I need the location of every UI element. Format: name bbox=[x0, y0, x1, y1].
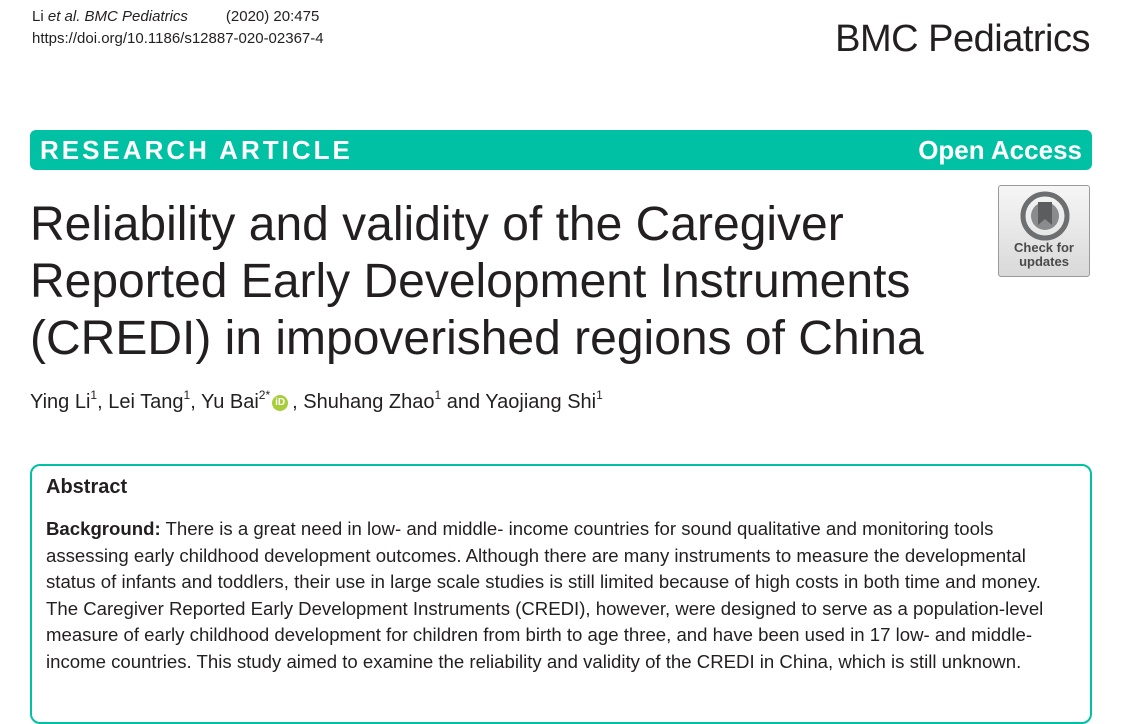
doi-link[interactable]: https://doi.org/10.1186/s12887-020-02367-4 bbox=[32, 30, 324, 47]
citation-journal: et al. BMC Pediatrics bbox=[47, 8, 188, 25]
article-type-banner bbox=[30, 130, 1092, 170]
check-for-updates-icon bbox=[1020, 191, 1070, 241]
check-for-updates-label: Check for updates bbox=[1014, 240, 1074, 269]
article-type: RESEARCH ARTICLE bbox=[40, 135, 353, 165]
abstract-box bbox=[30, 464, 1092, 724]
citation-line bbox=[32, 6, 324, 28]
orcid-icon[interactable]: iD bbox=[272, 395, 288, 411]
citation-volume: (2020) 20:475 bbox=[225, 8, 320, 25]
abstract-heading: Abstract bbox=[46, 476, 128, 498]
author-name[interactable]: Lei Tang bbox=[108, 391, 184, 413]
author-name[interactable]: Yu Bai bbox=[200, 391, 259, 413]
journal-brand[interactable]: BMC Pediatrics bbox=[835, 18, 1090, 60]
author-name[interactable]: Yaojiang Shi bbox=[485, 391, 597, 413]
author-list: Ying Li$^1$, Lei Tang$^1$, Yu Bai$^{2*}$iD , Shuhang Zhao$^1$ and Yaojiang Shi$^1$ bbox=[30, 388, 603, 413]
open-access-label: Open Access bbox=[918, 135, 1082, 165]
abstract-background bbox=[46, 516, 1076, 676]
citation-header bbox=[32, 6, 324, 50]
check-for-updates-button[interactable] bbox=[998, 185, 1090, 277]
background-label: Background: bbox=[46, 518, 161, 539]
author-affiliation: 1 bbox=[596, 388, 603, 402]
author-name[interactable]: Ying Li bbox=[30, 391, 91, 413]
citation-authors: Li bbox=[32, 8, 44, 25]
author-name[interactable]: Shuhang Zhao bbox=[303, 391, 435, 413]
author-affiliation: 1 bbox=[90, 388, 98, 402]
author-affiliation: 2* bbox=[258, 388, 271, 402]
author-affiliation: 1 bbox=[183, 388, 191, 402]
author-affiliation: 1 bbox=[434, 388, 442, 402]
article-title: Reliability and validity of the Caregiver Reported Early Development Instruments (CREDI) in impoverished regions of China bbox=[30, 198, 924, 365]
background-text: There is a great need in low- and middle- income countries for sound qualitative and monitoring tools assessing early childhood development outcomes. Although there are many instruments to measure the developmental status of infants and toddlers, their use in large scale studies is still limited because of high costs in both time and money. The Caregiver Reported Early Development Instruments (CREDI), however, were designed to serve as a population-level measure of early childhood development for children from birth to age three, and have been used in 17 low- and middle-income countries. This study aimed to examine the reliability and validity of the CREDI in China, which is still unknown. bbox=[46, 518, 1044, 672]
